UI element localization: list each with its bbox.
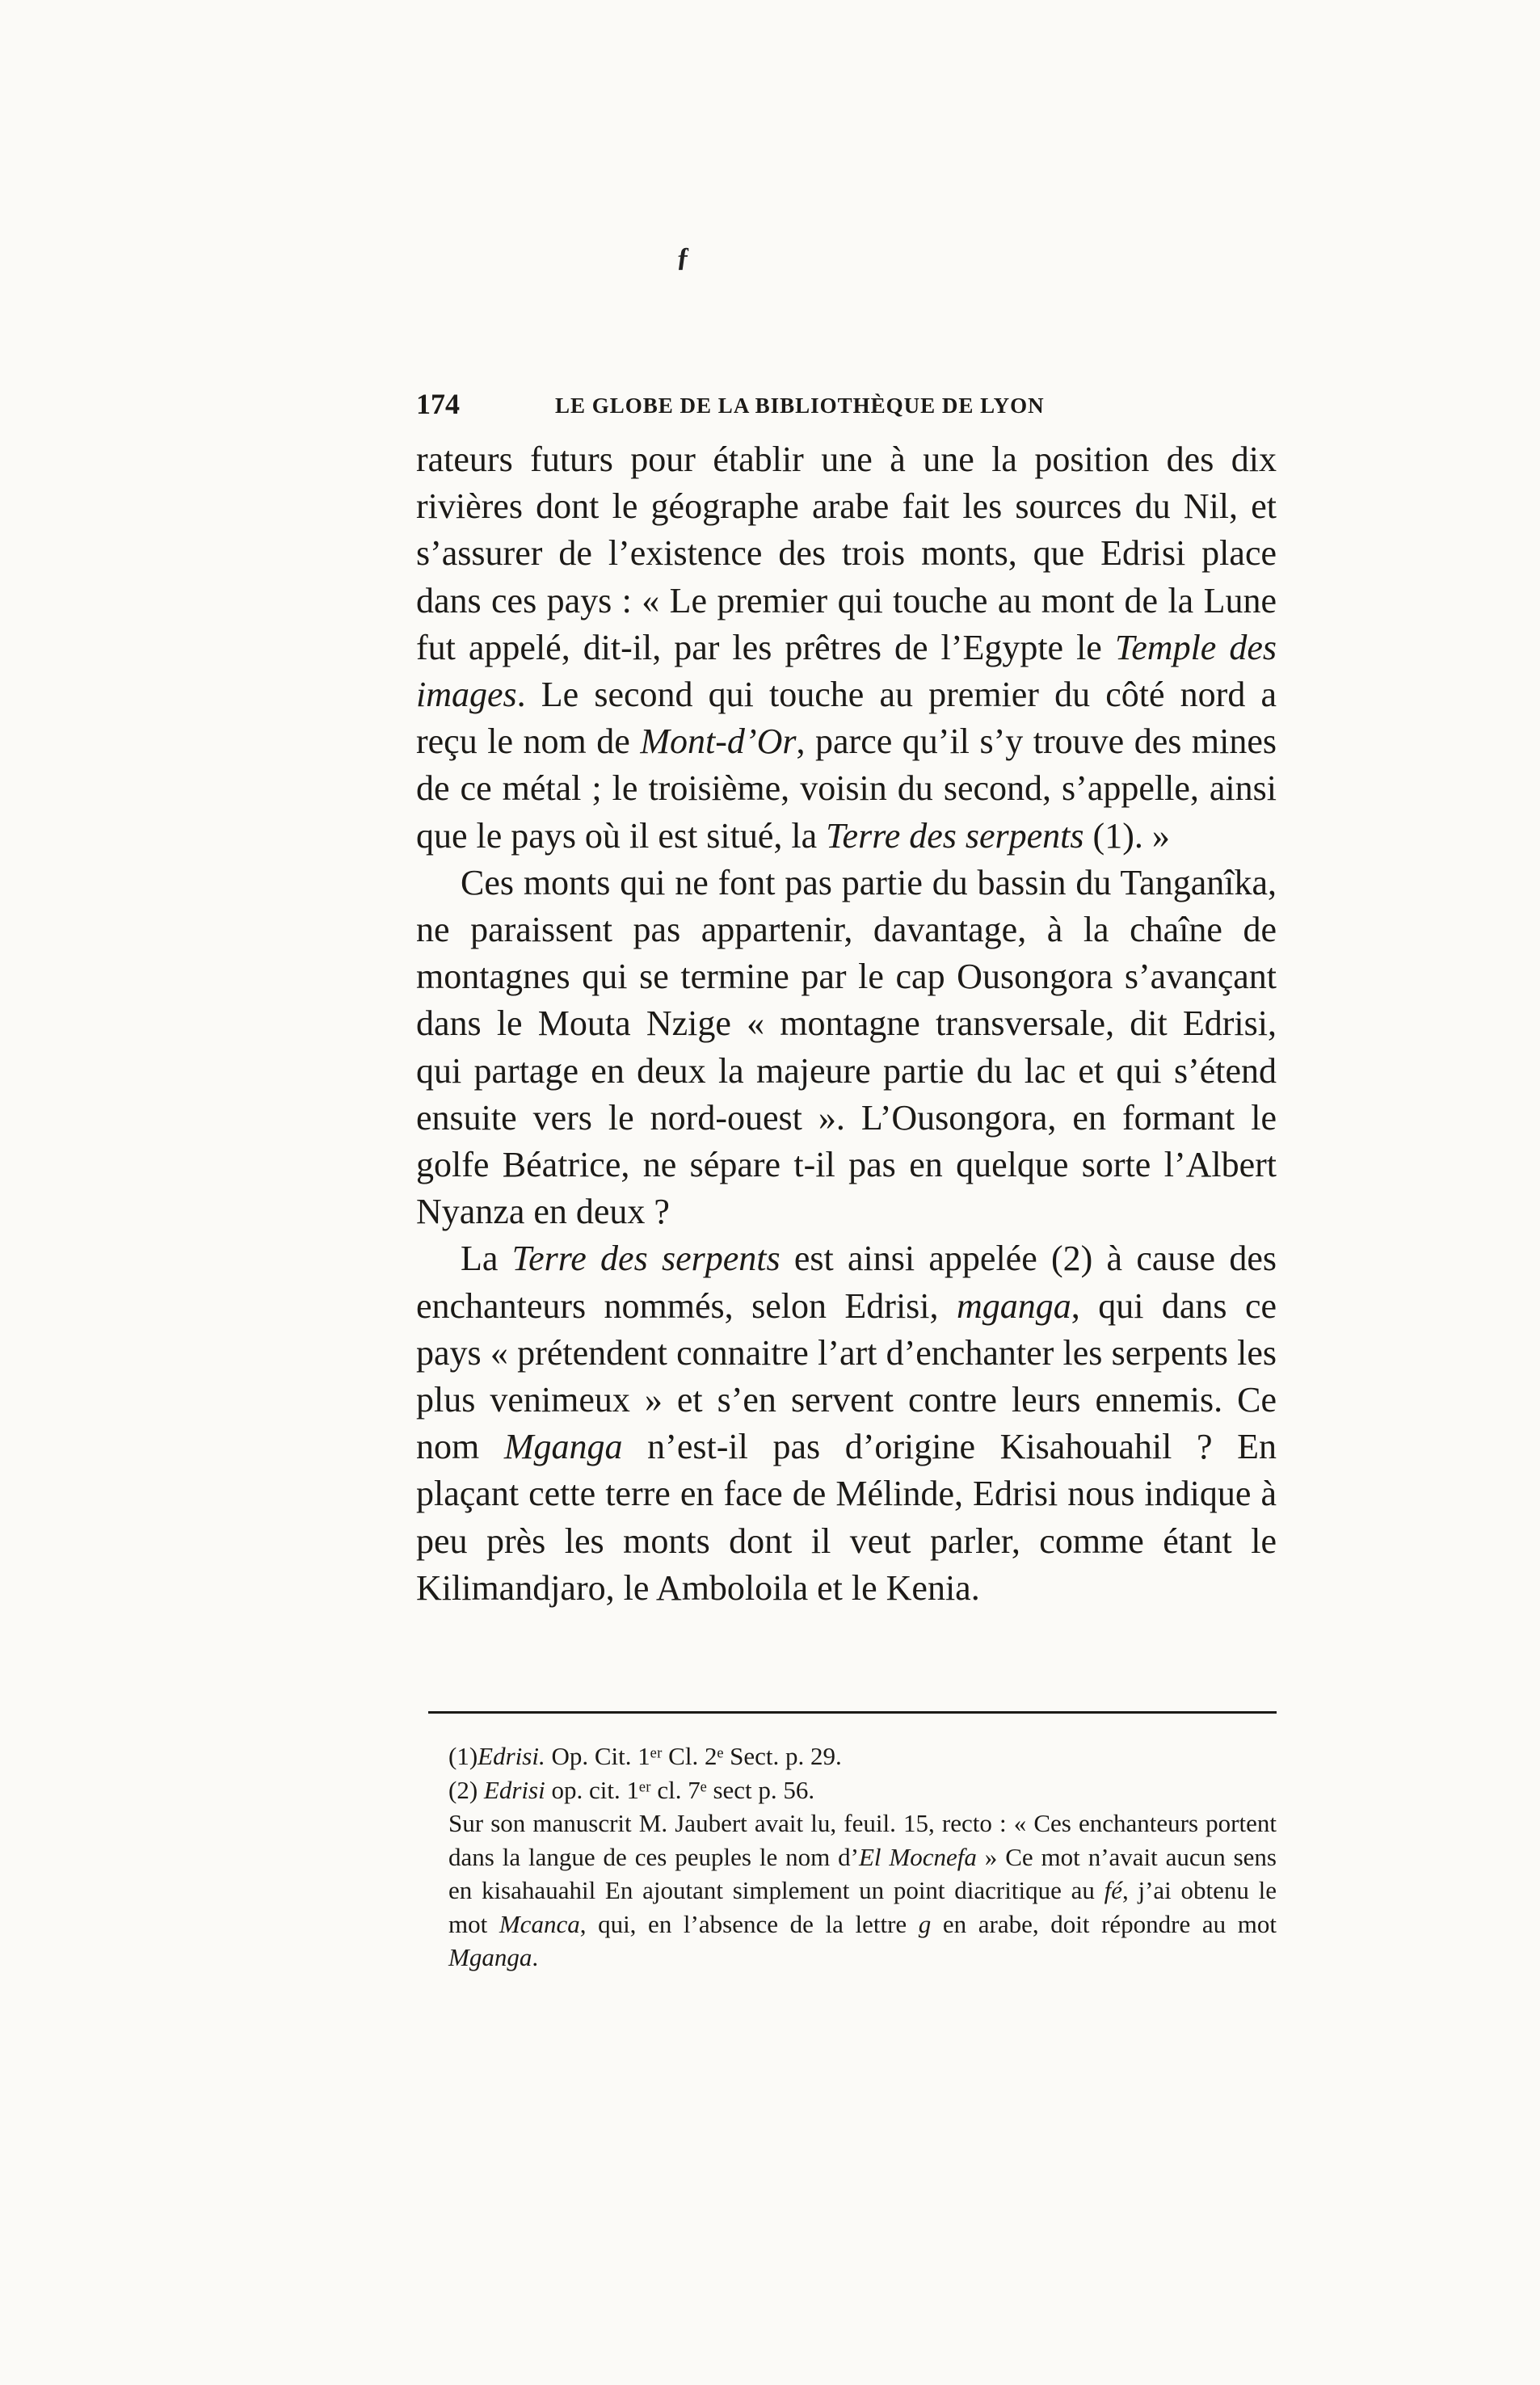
italic-term: g bbox=[918, 1909, 932, 1938]
text-run: rateurs futurs pour établir une à une la position des dix rivières dont le géographe arabe fait les sources du Nil, et s’assurer de l’existence des trois monts, que Edrisi place dans ces pays : « Le premier qui touche au mont de la Lune fut appelé, dit-il, par les prêtres de l’Egypte le bbox=[416, 440, 1277, 667]
italic-term: Mont-d’Or bbox=[640, 721, 797, 762]
text-run: , parce qu’il s’y trouve des mines de ce métal ; le troisième, voisin du second, s’appelle, ainsi que le pays où il est situé, la bbox=[416, 721, 1277, 856]
footnote-1 bbox=[448, 1739, 1277, 1773]
text-run: (1). » bbox=[1083, 815, 1170, 856]
text-run: » Ce mot n’avait aucun sens en kisahauahil En ajoutant simplement un point diacritique au bbox=[448, 1842, 1277, 1904]
text-run: , j’ai obtenu le mot bbox=[448, 1876, 1277, 1938]
text-run: n’est-il pas d’origine Kisahouahil ? En plaçant cette terre en face de Mélinde, Edrisi nous indique à peu près les monts dont il veut parler, comme étant le Kilimandjaro, le Amboloila et le Kenia. bbox=[416, 1427, 1277, 1608]
footnote-reference: op. cit. 1ᵉʳ cl. 7ᵉ sect p. 56. bbox=[545, 1775, 815, 1804]
text-run: en arabe, doit répondre au mot bbox=[931, 1909, 1277, 1938]
footnotes bbox=[448, 1739, 1277, 1975]
page-number: 174 bbox=[416, 388, 460, 420]
text-run: est ainsi appelée (2) à cause des enchanteurs nommés, selon Edrisi, bbox=[416, 1239, 1277, 1326]
footnote-author: Edrisi. bbox=[478, 1742, 545, 1770]
margin-mark: ƒ bbox=[676, 242, 690, 272]
running-title: LE GLOBE DE LA BIBLIOTHÈQUE DE LYON bbox=[555, 393, 1045, 418]
text-run: . Le second qui touche au premier du côté nord a reçu le nom de bbox=[416, 675, 1277, 762]
italic-term: Temple des images bbox=[416, 627, 1277, 715]
italic-term: Mcanca bbox=[499, 1909, 580, 1938]
footnote-2 bbox=[448, 1773, 1277, 1807]
text-run: , qui, en l’absence de la lettre bbox=[579, 1909, 919, 1938]
italic-term: Terre des serpents bbox=[511, 1239, 781, 1279]
footnote-reference: Op. Cit. 1ᵉʳ Cl. 2ᵉ Sect. p. 29. bbox=[545, 1742, 842, 1770]
main-text bbox=[416, 436, 1277, 1612]
footnote-rule bbox=[428, 1711, 1277, 1714]
italic-term: Mganga bbox=[503, 1427, 623, 1467]
text-run: , qui dans ce pays « prétendent connaitre l’art d’enchanter les serpents les plus venimeux » et s’en servent contre leurs ennemis. Ce nom bbox=[416, 1285, 1277, 1467]
text-run: La bbox=[461, 1239, 512, 1279]
footnote-call: (2) bbox=[448, 1775, 478, 1804]
footnote-author: Edrisi bbox=[483, 1775, 545, 1804]
page-header bbox=[416, 388, 1289, 420]
paragraph-2: Ces monts qui ne font pas partie du bassin du Tanganîka, ne paraissent pas appartenir, davantage, à la chaîne de montagnes qui se termine par le cap Ousongora s’avançant dans le Mouta Nzige « montagne transversale, dit Edrisi, qui partage en deux la majeure partie du lac et qui s’étend ensuite vers le nord-ouest ». L’Ousongora, en formant le golfe Béatrice, ne sépare t-il pas en quelque sorte l’Albert Nyanza en deux ? bbox=[416, 862, 1277, 1232]
text-run: . bbox=[532, 1943, 539, 1971]
italic-term: fé bbox=[1104, 1876, 1122, 1904]
footnote-3 bbox=[448, 1807, 1277, 1975]
footnote-call: (1) bbox=[448, 1742, 478, 1770]
text-run: Sur son manuscrit M. Jaubert avait lu, feuil. 15, recto : « Ces enchanteurs portent dans la langue de ces peuples le nom d’ bbox=[448, 1809, 1277, 1871]
italic-term: Terre des serpents bbox=[826, 815, 1084, 856]
italic-term: El Mocnefa bbox=[858, 1842, 977, 1871]
paragraph-3 bbox=[416, 1235, 1277, 1612]
italic-term: mganga bbox=[956, 1285, 1071, 1326]
italic-term: Mganga bbox=[448, 1943, 532, 1971]
paragraph-1 bbox=[416, 436, 1277, 860]
